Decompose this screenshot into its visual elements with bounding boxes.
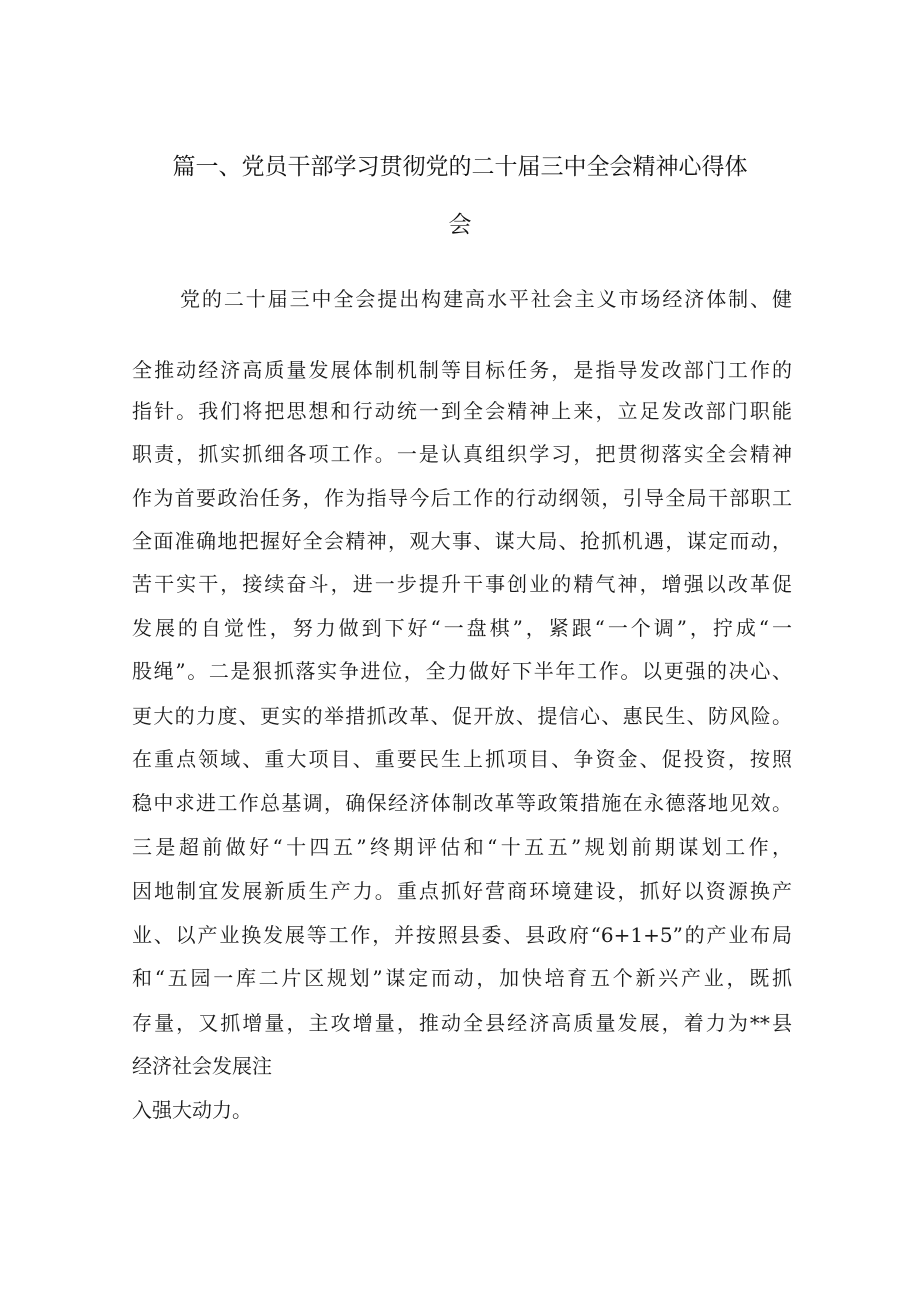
paragraph-line: 全推动经济高质量发展体制机制等目标任务，是指导发改部门工作的 bbox=[132, 358, 792, 382]
paragraph-line: 全面准确地把握好全会精神，观大事、谋大局、抢抓机遇，谋定而动， bbox=[132, 529, 792, 553]
paragraph-line: 经济社会发展注 bbox=[132, 1054, 272, 1078]
paragraph-line: 更大的力度、更实的举措抓改革、促开放、提信心、惠民生、防风险。 bbox=[132, 704, 792, 728]
paragraph-line: 因地制宜发展新质生产力。重点抓好营商环境建设，抓好以资源换产 bbox=[132, 879, 792, 903]
paragraph-line: 股绳”。二是狠抓落实争进位，全力做好下半年工作。以更强的决心、 bbox=[132, 659, 792, 683]
paragraph-line: 入强大动力。 bbox=[132, 1098, 252, 1122]
paragraph-line: 党的二十届三中全会提出构建高水平社会主义市场经济体制、健 bbox=[180, 287, 792, 311]
paragraph-line: 三是超前做好“十四五”终期评估和“十五五”规划前期谋划工作， bbox=[132, 835, 792, 859]
paragraph-line: 作为首要政治任务，作为指导今后工作的行动纲领，引导全局干部职工 bbox=[132, 486, 792, 510]
document-title-line-1: 篇一、党员干部学习贯彻党的二十届三中全会精神心得体 bbox=[172, 154, 748, 180]
paragraph-line: 职责，抓实抓细各项工作。一是认真组织学习，把贯彻落实全会精神 bbox=[132, 442, 792, 466]
paragraph-line: 稳中求进工作总基调，确保经济体制改革等政策措施在永德落地见效。 bbox=[132, 791, 792, 815]
paragraph-line: 苦干实干，接续奋斗，进一步提升干事创业的精气神，增强以改革促 bbox=[132, 572, 792, 596]
document-title-line-2: 会 bbox=[448, 212, 472, 238]
paragraph-line: 发展的自觉性，努力做到下好“一盘棋”，紧跟“一个调”，拧成“一 bbox=[132, 616, 792, 640]
paragraph-line: 业、以产业换发展等工作，并按照县委、县政府“6+1+5”的产业布局 bbox=[132, 923, 792, 947]
paragraph-line: 指针。我们将把思想和行动统一到全会精神上来，立足发改部门职能 bbox=[132, 399, 792, 423]
paragraph-line: 在重点领域、重大项目、重要民生上抓项目、争资金、促投资，按照 bbox=[132, 747, 792, 771]
paragraph-line: 和“五园一库二片区规划”谋定而动，加快培育五个新兴产业，既抓 bbox=[132, 966, 792, 990]
paragraph-line: 存量，又抓增量，主攻增量，推动全县经济高质量发展，着力为**县 bbox=[132, 1011, 792, 1035]
